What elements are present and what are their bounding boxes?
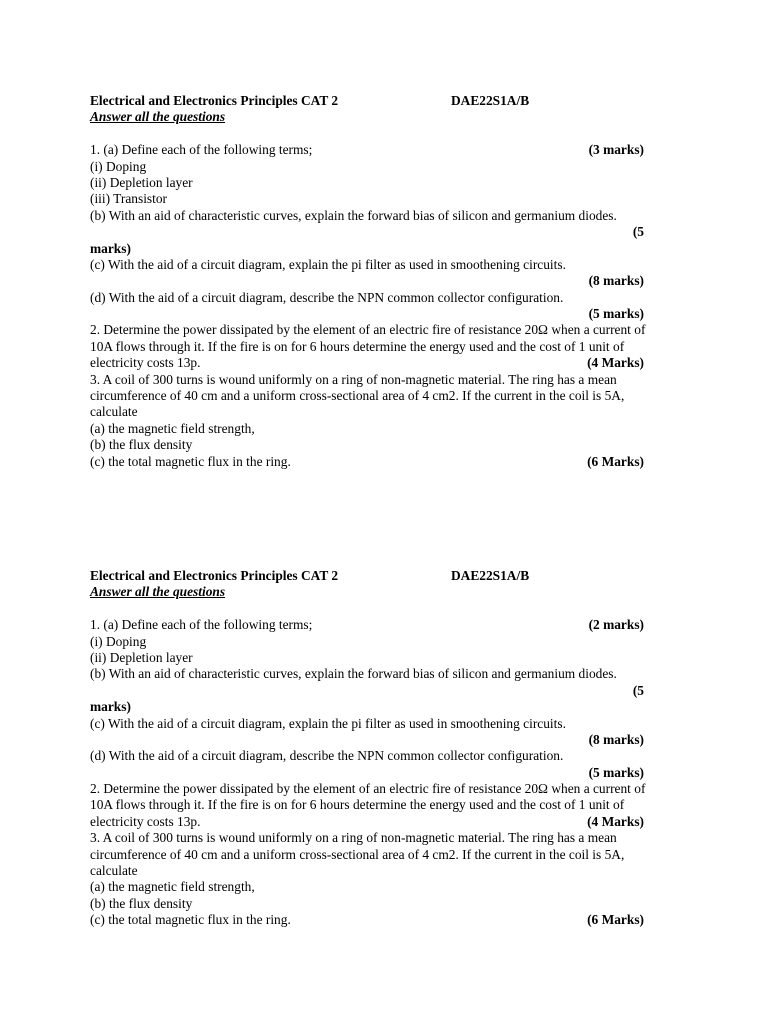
- q2-line: 10A flows through it. If the fire is on for 6 hours determine the energy used and the cost of 1 unit of: [90, 338, 625, 354]
- q1-part-c: (c) With the aid of a circuit diagram, explain the pi filter as used in smoothening circuits.: [90, 256, 566, 272]
- sheet-header: [90, 568, 668, 584]
- instruction: Answer all the questions: [90, 584, 226, 600]
- q1-part-c-marks: (8 marks): [588, 731, 644, 747]
- q2-line: 10A flows through it. If the fire is on for 6 hours determine the energy used and the cost of 1 unit of: [90, 797, 625, 813]
- q1-stem: 1. (a) Define each of the following terms;: [90, 617, 313, 633]
- q1-part-d: (d) With the aid of a circuit diagram, describe the NPN common collector configuration.: [90, 289, 564, 305]
- q1-part-c-marks: (8 marks): [588, 273, 644, 289]
- q2-line: electricity costs 13p.: [90, 813, 201, 829]
- q3-line: circumference of 40 cm and a uniform cross-sectional area of 4 cm2. If the current in the coil is 5A,: [90, 388, 625, 404]
- q2-marks: (4 Marks): [587, 355, 644, 371]
- course-code: DAE22S1A/B: [451, 93, 530, 108]
- q3-marks: (6 Marks): [587, 453, 644, 469]
- spacer: [90, 126, 668, 142]
- q2-last-row: [90, 814, 668, 830]
- q3-line: circumference of 40 cm and a uniform cross-sectional area of 4 cm2. If the current in the coil is 5A,: [90, 846, 625, 862]
- instruction: Answer all the questions: [90, 109, 226, 125]
- q1-term: (ii) Depletion layer: [90, 174, 193, 190]
- q1-stem-row: [90, 142, 668, 158]
- q1-term: (i) Doping: [90, 158, 147, 174]
- q1-part-b: (b) With an aid of characteristic curves, explain the forward bias of silicon and germanium diodes.: [90, 207, 617, 223]
- q1-part-b-marks: (5: [632, 224, 644, 240]
- q2-last-row: [90, 355, 668, 371]
- q1-term: (iii) Transistor: [90, 191, 168, 207]
- exam-sheet-1: [90, 93, 668, 470]
- course-code: DAE22S1A/B: [451, 568, 530, 583]
- exam-title: Electrical and Electronics Principles CAT 2: [90, 568, 339, 583]
- q3-part-a: (a) the magnetic field strength,: [90, 420, 255, 436]
- q1-part-b-marks-cont: marks): [90, 699, 131, 715]
- q3-marks: (6 Marks): [587, 912, 644, 928]
- q2-line: 2. Determine the power dissipated by the element of an electric fire of resistance 20Ω when a current of: [90, 322, 646, 338]
- q2-line: electricity costs 13p.: [90, 355, 201, 371]
- q1-term: (ii) Depletion layer: [90, 649, 193, 665]
- q1-part-c: (c) With the aid of a circuit diagram, explain the pi filter as used in smoothening circuits.: [90, 715, 566, 731]
- q3-line: 3. A coil of 300 turns is wound uniformly on a ring of non-magnetic material. The ring has a mean: [90, 371, 617, 387]
- q3-part-b: (b) the flux density: [90, 895, 193, 911]
- q1-part-b: (b) With an aid of characteristic curves, explain the forward bias of silicon and germanium diodes.: [90, 666, 617, 682]
- q1-stem-row: [90, 617, 668, 633]
- q1-stem-marks: (3 marks): [588, 142, 644, 158]
- q1-stem: 1. (a) Define each of the following terms;: [90, 142, 313, 158]
- q3-part-c: (c) the total magnetic flux in the ring.: [90, 912, 291, 928]
- instruction-line: [90, 109, 668, 125]
- q3-line: calculate: [90, 404, 138, 420]
- q3-line: 3. A coil of 300 turns is wound uniformly on a ring of non-magnetic material. The ring has a mean: [90, 830, 617, 846]
- q2-line: 2. Determine the power dissipated by the element of an electric fire of resistance 20Ω when a current of: [90, 781, 646, 797]
- exam-sheet-2: [90, 568, 668, 929]
- q1-part-d: (d) With the aid of a circuit diagram, describe the NPN common collector configuration.: [90, 748, 564, 764]
- spacer: [90, 601, 668, 617]
- q3-last-row: [90, 912, 668, 928]
- q3-part-a: (a) the magnetic field strength,: [90, 879, 255, 895]
- q3-part-c: (c) the total magnetic flux in the ring.: [90, 453, 291, 469]
- q3-last-row: [90, 454, 668, 470]
- q1-part-d-marks: (5 marks): [588, 764, 644, 780]
- q3-line: calculate: [90, 863, 138, 879]
- q1-term: (i) Doping: [90, 633, 147, 649]
- q2-marks: (4 Marks): [587, 813, 644, 829]
- q1-part-b-marks-cont: marks): [90, 240, 131, 256]
- exam-title: Electrical and Electronics Principles CAT 2: [90, 93, 339, 108]
- q1-part-b-marks: (5: [632, 682, 644, 698]
- instruction-line: [90, 584, 668, 600]
- q1-part-d-marks: (5 marks): [588, 306, 644, 322]
- q3-part-b: (b) the flux density: [90, 437, 193, 453]
- q1-stem-marks: (2 marks): [588, 617, 644, 633]
- sheet-header: [90, 93, 668, 109]
